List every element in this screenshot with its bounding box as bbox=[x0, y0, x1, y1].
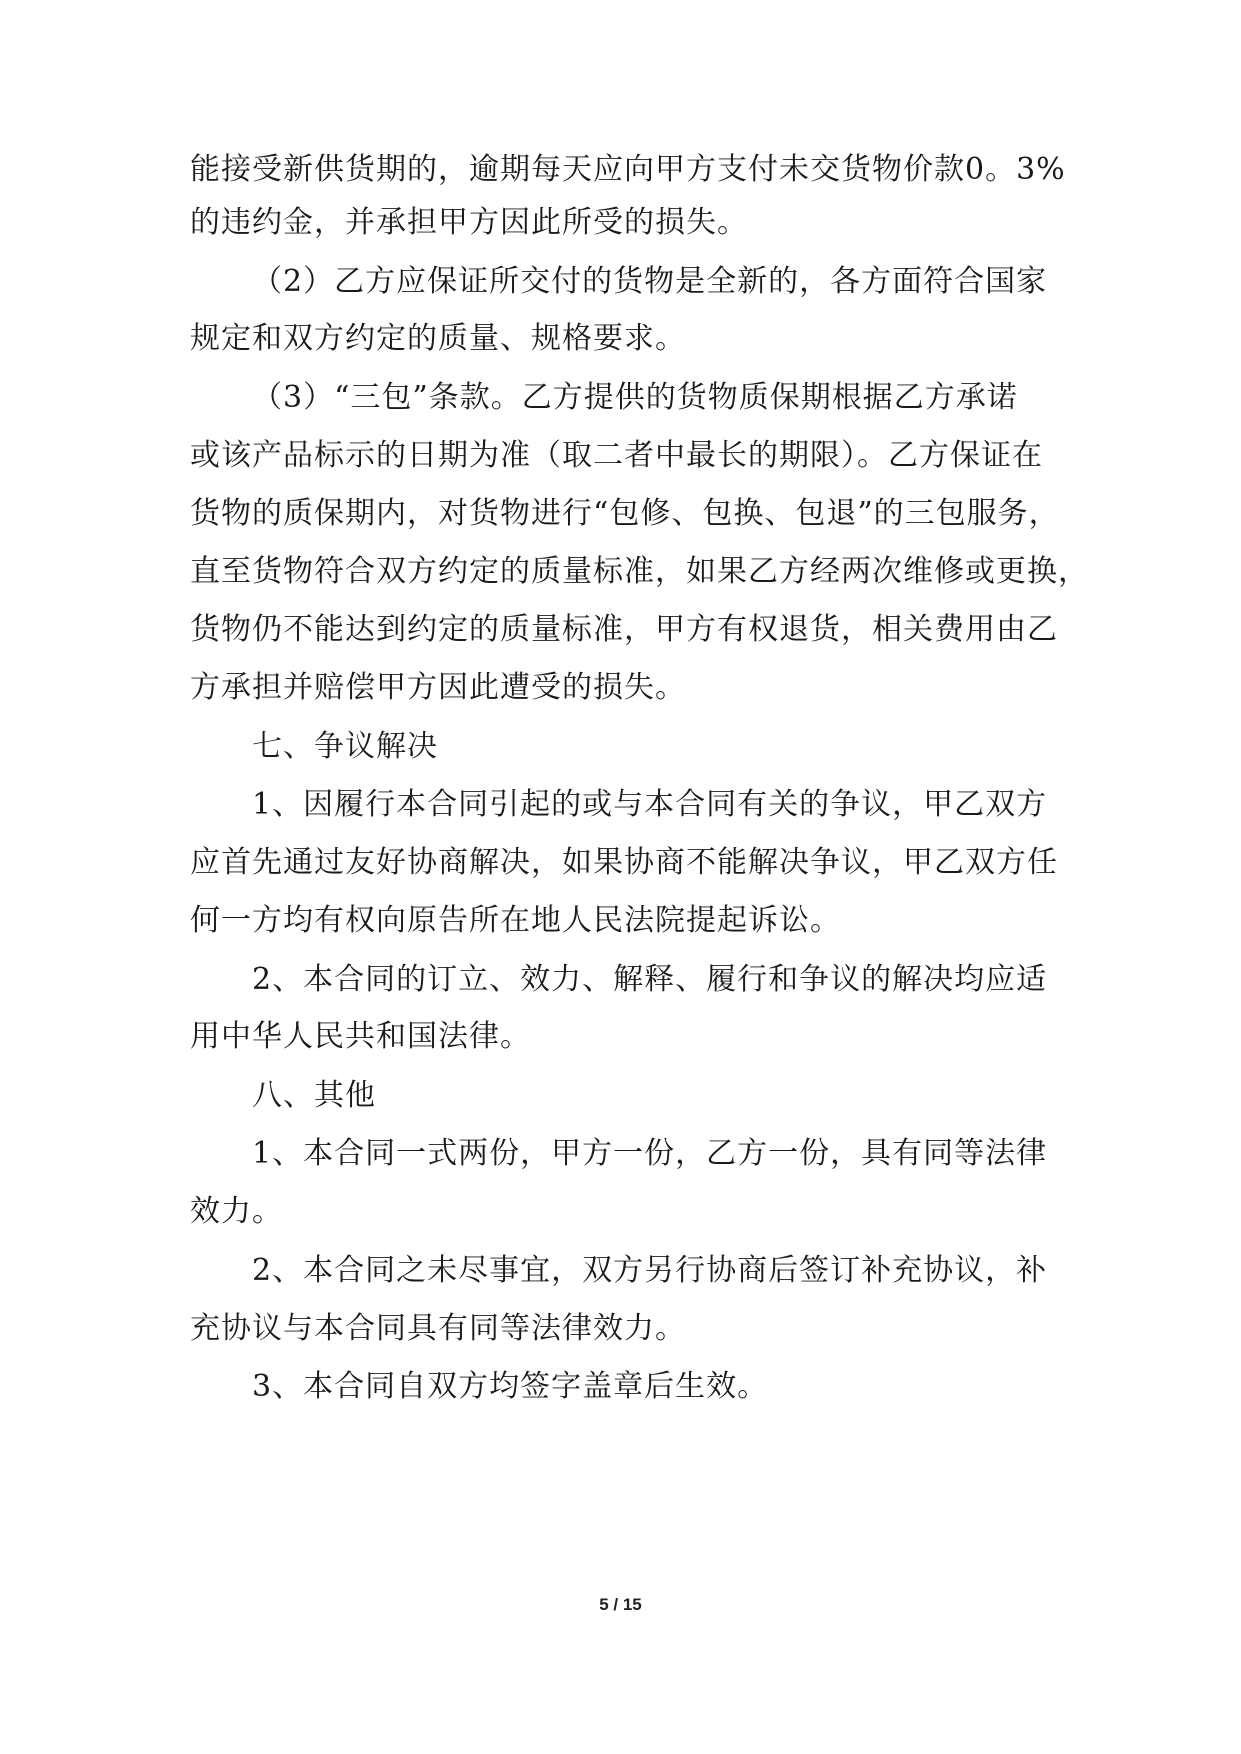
text-line: 应首先通过友好协商解决，如果协商不能解决争议，甲乙双方任 bbox=[190, 845, 1058, 880]
text-line: 货物仍不能达到约定的质量标准，甲方有权退货，相关费用由乙 bbox=[190, 612, 1058, 647]
text-line: 1、本合同一式两份，甲方一份，乙方一份，具有同等法律 bbox=[252, 1136, 1048, 1171]
text-line: 何一方均有权向原告所在地人民法院提起诉讼。 bbox=[190, 903, 841, 938]
text-line: 方承担并赔偿甲方因此遭受的损失。 bbox=[190, 670, 686, 705]
text-line: 2、本合同的订立、效力、解释、履行和争议的解决均应适 bbox=[252, 962, 1048, 997]
text-line: 2、本合同之未尽事宜，双方另行协商后签订补充协议，补 bbox=[252, 1253, 1048, 1288]
text-line: 效力。 bbox=[190, 1194, 283, 1229]
page-number: 5 / 15 bbox=[599, 1595, 642, 1614]
text-line: 用中华人民共和国法律。 bbox=[190, 1019, 531, 1054]
text-line: 能接受新供货期的，逾期每天应向甲方支付未交货物价款0。3% bbox=[190, 152, 1066, 187]
text-line: （3）“三包”条款。乙方提供的货物质保期根据乙方承诺 bbox=[252, 380, 1018, 415]
section-heading: 七、争议解决 bbox=[252, 729, 438, 764]
section-heading: 八、其他 bbox=[252, 1078, 376, 1113]
text-line: 充协议与本合同具有同等法律效力。 bbox=[190, 1311, 686, 1346]
text-line: 货物的质保期内，对货物进行“包修、包换、包退”的三包服务， bbox=[190, 496, 1060, 531]
text-line: 规定和双方约定的质量、规格要求。 bbox=[190, 321, 686, 356]
text-line: 1、因履行本合同引起的或与本合同有关的争议，甲乙双方 bbox=[252, 787, 1048, 822]
text-line: 的违约金，并承担甲方因此所受的损失。 bbox=[190, 205, 748, 240]
text-line: 或该产品标示的日期为准（取二者中最长的期限）。乙方保证在 bbox=[190, 438, 1043, 473]
text-line: 3、本合同自双方均签字盖章后生效。 bbox=[252, 1369, 769, 1404]
text-line: （2）乙方应保证所交付的货物是全新的，各方面符合国家 bbox=[252, 264, 1048, 299]
text-line: 直至货物符合双方约定的质量标准，如果乙方经两次维修或更换， bbox=[190, 554, 1089, 589]
